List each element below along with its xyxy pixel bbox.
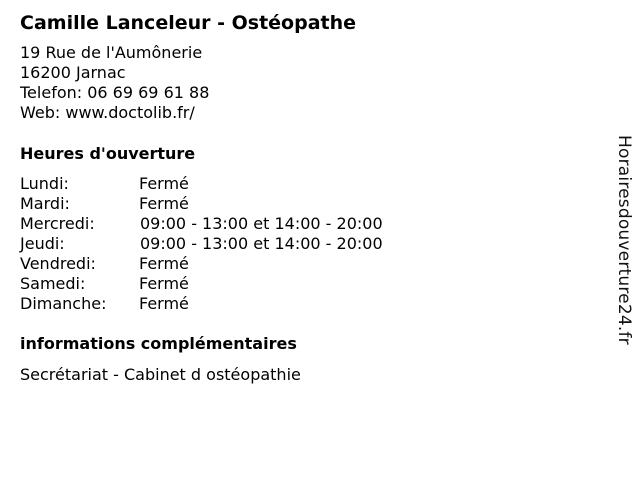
address-block bbox=[20, 43, 209, 123]
day-label: Mercredi: bbox=[20, 214, 95, 233]
day-label: Samedi: bbox=[20, 274, 86, 293]
day-label: Jeudi: bbox=[20, 234, 65, 253]
hours-value: Fermé bbox=[139, 274, 189, 293]
city: 16200 Jarnac bbox=[20, 63, 126, 82]
additional-info-heading: informations complémentaires bbox=[20, 334, 297, 353]
hours-value: Fermé bbox=[139, 194, 189, 213]
phone-number: Telefon: 06 69 69 61 88 bbox=[20, 83, 210, 102]
website: Web: www.doctolib.fr/ bbox=[20, 103, 195, 122]
day-label: Mardi: bbox=[20, 194, 70, 213]
opening-hours-heading: Heures d'ouverture bbox=[20, 144, 196, 163]
hours-value: Fermé bbox=[139, 294, 189, 313]
day-label: Vendredi: bbox=[20, 254, 96, 273]
day-label: Dimanche: bbox=[20, 294, 107, 313]
day-label: Lundi: bbox=[20, 174, 69, 193]
additional-info-text: Secrétariat - Cabinet d ostéopathie bbox=[20, 365, 301, 384]
street-address: 19 Rue de l'Aumônerie bbox=[20, 43, 203, 62]
site-watermark: Horairesdouverture24.fr bbox=[614, 135, 634, 345]
hours-value: Fermé bbox=[139, 254, 189, 273]
hours-value: 09:00 - 13:00 et 14:00 - 20:00 bbox=[140, 234, 383, 253]
hours-value: 09:00 - 13:00 et 14:00 - 20:00 bbox=[140, 214, 383, 233]
page-title: Camille Lanceleur - Ostéopathe bbox=[20, 12, 357, 34]
hours-value: Fermé bbox=[139, 174, 189, 193]
